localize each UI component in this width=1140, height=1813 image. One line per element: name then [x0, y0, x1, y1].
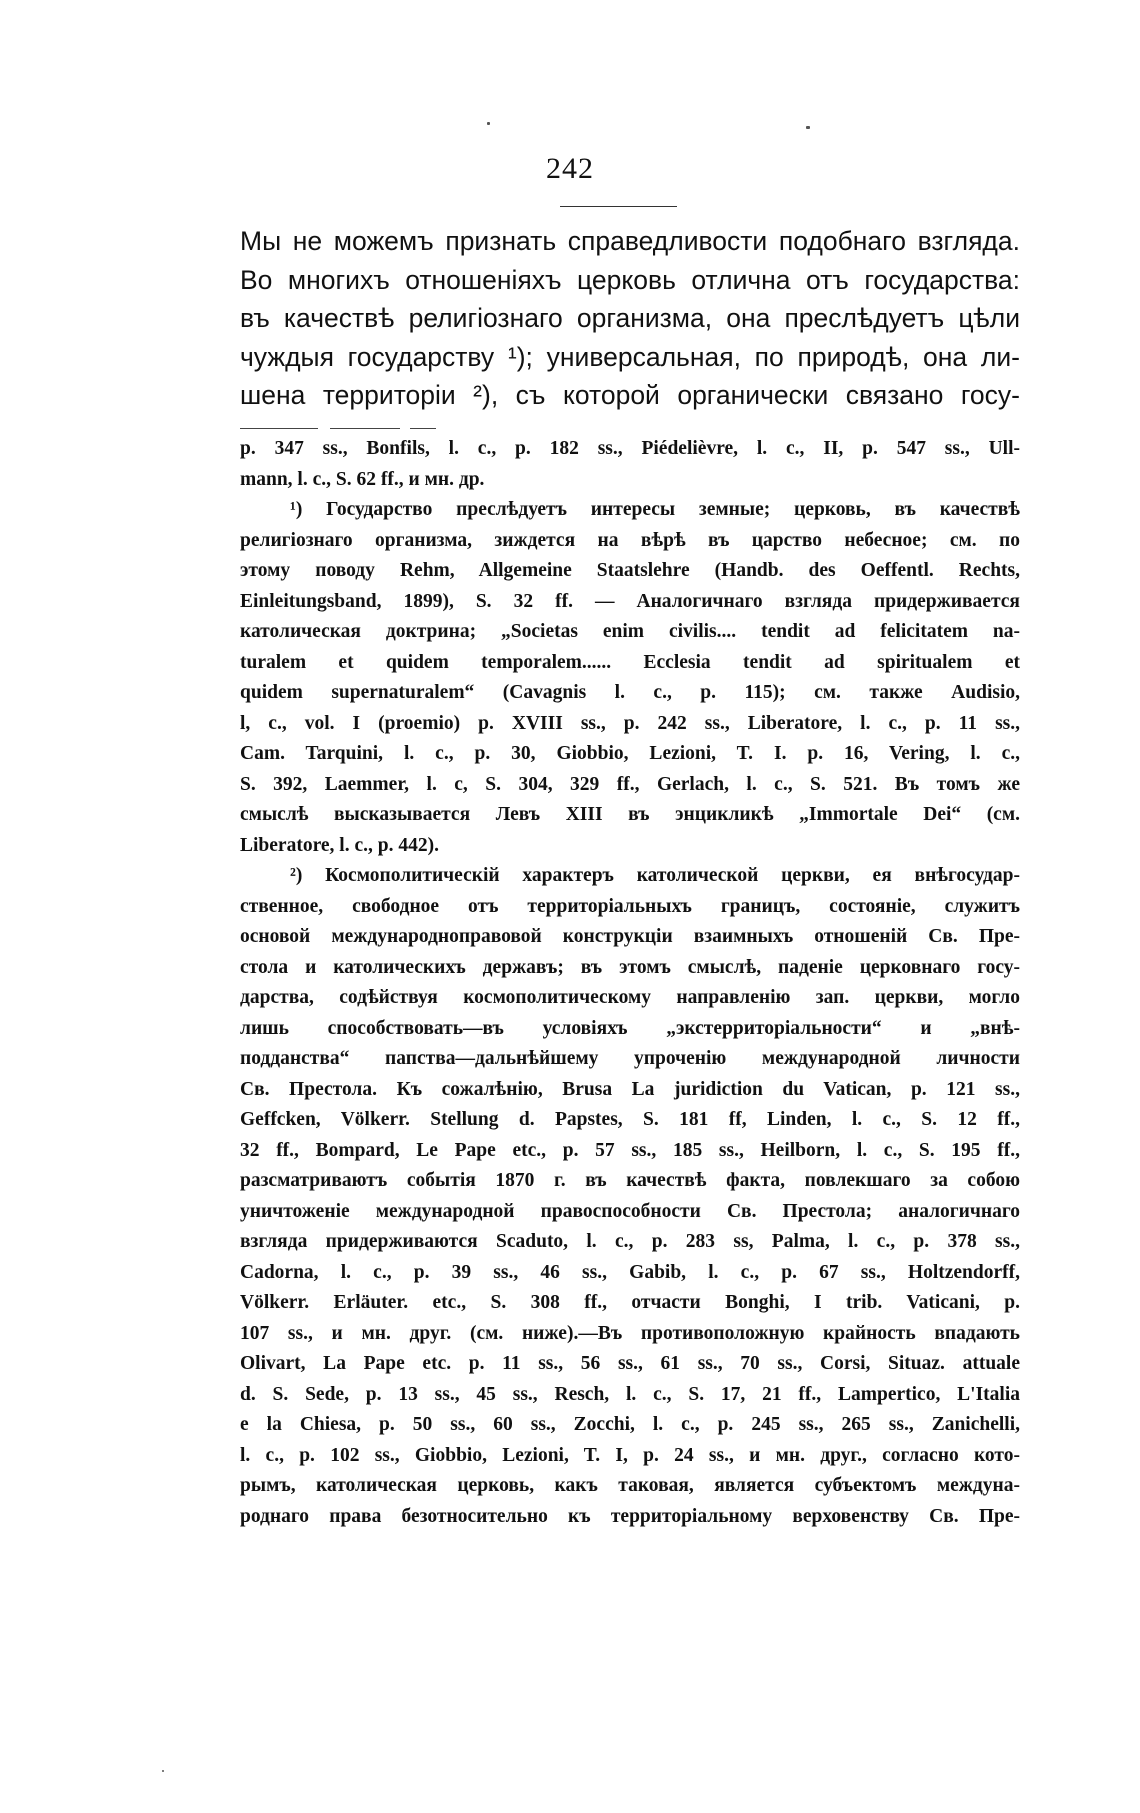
main-line: чуждыя государству ¹); универсальная, по природѣ, она ли-	[240, 341, 1020, 372]
footnote-line: дарства, содѣйствуя космополитическому направленію зап. церкви, могло	[240, 987, 1020, 1008]
footnote-line: 107 ss., и мн. друг. (см. ниже).—Въ противоположную крайность впадають	[240, 1322, 1020, 1344]
main-line: Во многихъ отношеніяхъ церковь отлична отъ государства:	[240, 264, 1020, 295]
footnote-line: ственное, свободное отъ территоріальныхъ границъ, состояніе, служитъ	[240, 895, 1020, 917]
footnote-line: религіознаго организма, зиждется на вѣрѣ въ царство небесное; см. по	[240, 529, 1020, 551]
footnote-line: Cadorna, l. c., p. 39 ss., 46 ss., Gabib, l. c., p. 67 ss., Holtzendorff,	[240, 1261, 1020, 1283]
scan-speck-2	[806, 126, 810, 129]
footnote-line: разсматриваютъ событія 1870 г. въ качествѣ факта, повлекшаго за собою	[240, 1170, 1020, 1191]
footnote-line: ²) Космополитическій характеръ католической церкви, ея внѣгосудар-	[290, 865, 1020, 886]
footnote-2	[240, 861, 1020, 1532]
footnote-line: Св. Престола. Къ сожалѣнію, Brusa La juridiction du Vatican, p. 121 ss.,	[240, 1078, 1020, 1100]
footnote-line: Einleitungsband, 1899), S. 32 ff. — Аналогичнаго взгляда придерживается	[240, 590, 1020, 612]
footnote-line: католическая доктрина; „Societas enim civilis.... tendit ad felicitatem na-	[240, 621, 1020, 642]
footnote-line: смыслѣ высказывается Левъ XIII въ энцикликѣ „Immortale Dei“ (см.	[240, 804, 1020, 825]
footnotes	[240, 434, 1020, 1532]
main-text	[240, 222, 1020, 415]
footnote-line: Völkerr. Erläuter. etc., S. 308 ff., отчасти Bonghi, I trib. Vaticani, p.	[240, 1292, 1020, 1313]
footnote-line: quidem supernaturalem“ (Cavagnis l. c., p. 115); см. также Audisio,	[240, 682, 1020, 703]
footnote-line: стола и католическихъ державъ; въ этомъ смыслѣ, паденіе церковнаго госу-	[240, 956, 1020, 978]
main-line: шена территоріи ²), съ которой органически связано госу-	[240, 380, 1020, 410]
footnote-line: подданства“ папства—дальнѣйшему упроченію международной личности	[240, 1048, 1020, 1069]
footnote-line: взгляда придерживаются Scaduto, l. c., p. 283 ss, Palma, l. c., p. 378 ss.,	[240, 1231, 1020, 1252]
footnote-line: роднаго права безотносительно къ территоріальному верховенству Св. Пре-	[240, 1505, 1020, 1527]
footnote-line: Liberatore, l. c., p. 442).	[240, 834, 439, 856]
footnote-line: основой международноправовой конструкціи взаимныхъ отношеній Св. Пре-	[240, 926, 1020, 947]
scan-speck-3	[162, 1770, 164, 1772]
footnote-line: mann, l. c., S. 62 ff., и мн. др.	[240, 468, 485, 490]
main-line: Мы не можемъ признать справедливости подобнаго взгляда.	[240, 226, 1020, 256]
footnote-line: 32 ff., Bompard, Le Pape etc., p. 57 ss., 185 ss., Heilborn, l. c., S. 195 ff.,	[240, 1139, 1020, 1161]
footnote-line: l. c., p. 102 ss., Giobbio, Lezioni, T. I, p. 24 ss., и мн. друг., согласно кото-	[240, 1444, 1020, 1466]
scan-speck-1	[487, 122, 490, 125]
footnote-line: e la Chiesa, p. 50 ss., 60 ss., Zocchi, l. c., p. 245 ss., 265 ss., Zanichelli,	[240, 1414, 1020, 1435]
footnote-line: turalem et quidem temporalem...... Ecclesia tendit ad spiritualem et	[240, 651, 1020, 673]
footnote-line: S. 392, Laemmer, l. c, S. 304, 329 ff., Gerlach, l. c., S. 521. Въ томъ же	[240, 773, 1020, 795]
main-line: въ качествѣ религіознаго организма, она преслѣдуетъ цѣли	[240, 303, 1020, 333]
footnote-line: ¹) Государство преслѣдуетъ интересы земные; церковь, въ качествѣ	[290, 499, 1020, 520]
footnote-line: уничтоженіе международной правоспособности Св. Престола; аналогичнаго	[240, 1200, 1020, 1222]
footnote-line: p. 347 ss., Bonfils, l. c., p. 182 ss., Piédelièvre, l. c., II, p. 547 ss., Ull-	[240, 438, 1020, 459]
footnote-line: l, c., vol. I (proemio) p. XVIII ss., p. 242 ss., Liberatore, l. c., p. 11 ss.,	[240, 712, 1020, 734]
footnote-line: рымъ, католическая церковь, какъ таковая, является субъектомъ междуна-	[240, 1475, 1020, 1496]
footnote-line: d. S. Sede, p. 13 ss., 45 ss., Resch, l. c., S. 17, 21 ff., Lampertico, L'Italia	[240, 1383, 1020, 1405]
footnote-line: Cam. Tarquini, l. c., p. 30, Giobbio, Lezioni, T. I. p. 16, Vering, l. c.,	[240, 743, 1020, 764]
page-number: 242	[546, 152, 594, 185]
footnote-line: Geffcken, Völkerr. Stellung d. Papstes, S. 181 ff, Linden, l. c., S. 12 ff.,	[240, 1109, 1020, 1130]
page-number-rule	[560, 206, 677, 207]
footnote-continuation	[240, 434, 1020, 495]
footnote-line: этому поводу Rehm, Allgemeine Staatslehre (Handb. des Oeffentl. Rechts,	[240, 560, 1020, 581]
footnote-1	[240, 495, 1020, 861]
footnote-line: лишь способствовать—въ условіяхъ „экстерриторіальности“ и „внѣ-	[240, 1017, 1020, 1039]
footnote-line: Olivart, La Pape etc. p. 11 ss., 56 ss., 61 ss., 70 ss., Corsi, Situaz. attuale	[240, 1353, 1020, 1374]
